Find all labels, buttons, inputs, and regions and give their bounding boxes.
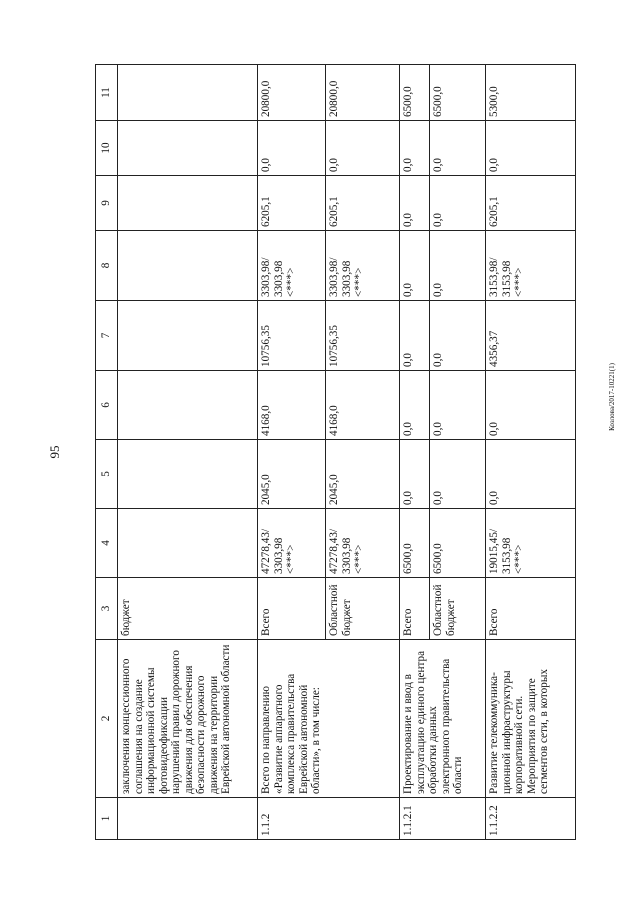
cell-value: 0,0 [400, 121, 430, 176]
cell-value: 3303,98/ 3303,98 <***> [258, 231, 326, 301]
cell-value: 3303,98/ 3303,98 <***> [326, 231, 400, 301]
cell-description: Развитие телекоммуника-ционной инфраструктуры корпоративной сети. Мероприятия по защите сегментов сети, в которых [486, 640, 576, 798]
cell-value: 0,0 [486, 440, 576, 509]
cell-total: 19015,45/ 3153,98 <***> [486, 509, 576, 578]
cell-code [118, 798, 258, 840]
cell-value: 4168,0 [326, 371, 400, 440]
cell-total: 6500,0 [430, 509, 486, 578]
table-row [400, 65, 430, 840]
cell-code: 1.1.2.2 [486, 798, 576, 840]
cell-value [118, 301, 258, 371]
cell-value: 0,0 [400, 231, 430, 301]
table-row [258, 65, 326, 840]
page-number: 95 [47, 445, 62, 459]
cell-value [118, 440, 258, 509]
cell-value: 0,0 [400, 440, 430, 509]
cell-source: Областной бюджет [326, 578, 400, 640]
cell-value: 5300,0 [486, 65, 576, 121]
cell-value: 0,0 [486, 371, 576, 440]
cell-value: 0,0 [430, 440, 486, 509]
col-header-9: 9 [96, 176, 118, 231]
cell-value: 0,0 [326, 121, 400, 176]
cell-value: 3153,98/ 3153,98 <***> [486, 231, 576, 301]
cell-description: заключения концессионного соглашения на создание информационной системы фотовидеофиксации нарушений правил дорожного движения для обеспечения безопасности дорожного движения на территории Еврейской автономной области [118, 640, 258, 798]
cell-total: 47278,43/ 3303,98 <***> [258, 509, 326, 578]
cell-value: 0,0 [430, 371, 486, 440]
cell-code: 1.1.2.1 [400, 798, 486, 840]
cell-value: 6500,0 [430, 65, 486, 121]
cell-total: 6500,0 [400, 509, 430, 578]
cell-value: 20800,0 [258, 65, 326, 121]
rotated-table-container [95, 65, 595, 840]
col-header-1: 1 [96, 798, 118, 840]
cell-value [118, 371, 258, 440]
col-header-2: 2 [96, 640, 118, 798]
cell-value: 4168,0 [258, 371, 326, 440]
cell-source: Всего [486, 578, 576, 640]
cell-value [118, 176, 258, 231]
cell-source: Областной бюджет [430, 578, 486, 640]
cell-value: 6205,1 [486, 176, 576, 231]
cell-value: 10756,35 [326, 301, 400, 371]
col-header-8: 8 [96, 231, 118, 301]
col-header-11: 11 [96, 65, 118, 121]
cell-value: 0,0 [400, 301, 430, 371]
table-row [118, 65, 258, 840]
cell-value: 4356,37 [486, 301, 576, 371]
col-header-5: 5 [96, 440, 118, 509]
header-row [96, 65, 118, 840]
cell-value: 0,0 [400, 176, 430, 231]
cell-value: 0,0 [486, 121, 576, 176]
cell-source: Всего [258, 578, 326, 640]
cell-value: 0,0 [258, 121, 326, 176]
col-header-10: 10 [96, 121, 118, 176]
budget-table [95, 64, 576, 840]
cell-description: Проектирование и ввод в эксплуатацию единого центра обработки данных электронного правительства области [400, 640, 486, 798]
cell-total [118, 509, 258, 578]
cell-source: Всего [400, 578, 430, 640]
cell-value: 6500,0 [400, 65, 430, 121]
table-row [486, 65, 576, 840]
cell-value: 0,0 [430, 121, 486, 176]
col-header-6: 6 [96, 371, 118, 440]
cell-total: 47278,43/ 3303,98 <***> [326, 509, 400, 578]
footer-code: Козлова/2017-10221(1) [608, 363, 616, 431]
cell-value [118, 65, 258, 121]
cell-source: бюджет [118, 578, 258, 640]
cell-value: 0,0 [400, 371, 430, 440]
cell-value [118, 121, 258, 176]
col-header-7: 7 [96, 301, 118, 371]
cell-value: 10756,35 [258, 301, 326, 371]
cell-value: 0,0 [430, 231, 486, 301]
cell-value: 0,0 [430, 176, 486, 231]
cell-value: 2045,0 [326, 440, 400, 509]
cell-value [118, 231, 258, 301]
cell-value: 0,0 [430, 301, 486, 371]
cell-code: 1.1.2 [258, 798, 400, 840]
cell-description: Всего по направлению «Развитие аппаратного комплекса правительства Еврейской автономной области», в том числе: [258, 640, 400, 798]
cell-value: 20800,0 [326, 65, 400, 121]
cell-value: 2045,0 [258, 440, 326, 509]
cell-value: 6205,1 [326, 176, 400, 231]
col-header-4: 4 [96, 509, 118, 578]
cell-value: 6205,1 [258, 176, 326, 231]
col-header-3: 3 [96, 578, 118, 640]
